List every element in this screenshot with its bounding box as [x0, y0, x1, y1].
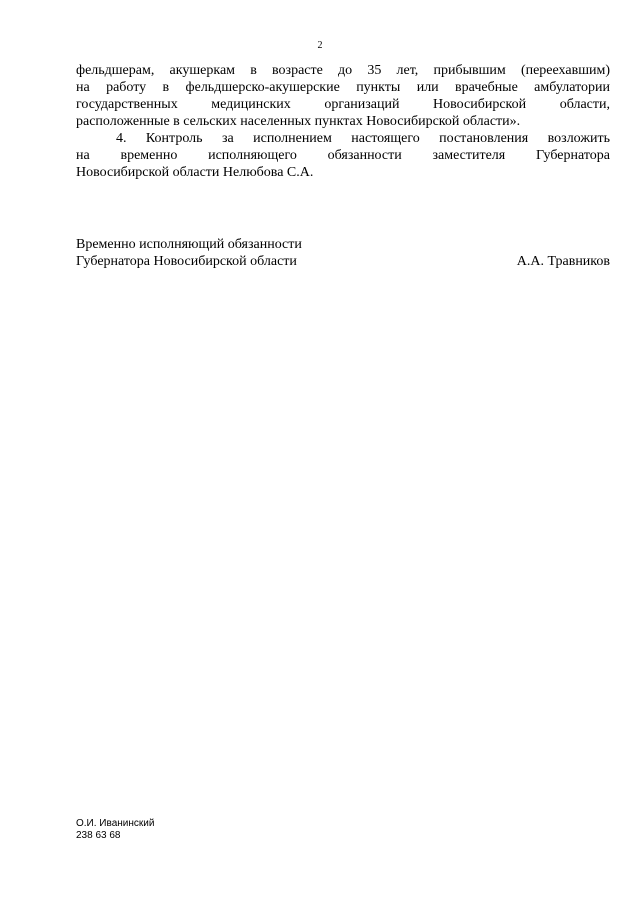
text-line: расположенные в сельских населенных пунктах Новосибирской области».	[76, 114, 521, 129]
signer-name: А.А. Травников	[516, 254, 610, 269]
executor-name: О.И. Иванинский	[76, 818, 155, 829]
signer-position-line2: Губернатора Новосибирской области	[76, 254, 297, 269]
text-line: на работу в фельдшерско-акушерские пункты или врачебные амбулатории	[76, 80, 610, 95]
text-line: государственных медицинских организаций Новосибирской области,	[76, 97, 610, 112]
executor-footer	[76, 818, 154, 842]
executor-phone: 238 63 68	[76, 830, 121, 841]
signature-block	[76, 236, 610, 270]
text-line: Новосибирской области Нелюбова С.А.	[76, 165, 314, 180]
page-number: 2	[317, 40, 323, 51]
paragraph-continuation	[76, 62, 610, 130]
text-line: 4. Контроль за исполнением настоящего постановления возложить	[116, 131, 610, 146]
paragraph-4	[76, 130, 610, 181]
signer-position-line1: Временно исполняющий обязанности	[76, 237, 302, 252]
text-line: фельдшерам, акушеркам в возрасте до 35 лет, прибывшим (переехавшим)	[76, 63, 610, 78]
text-line: на временно исполняющего обязанности заместителя Губернатора	[76, 148, 610, 163]
